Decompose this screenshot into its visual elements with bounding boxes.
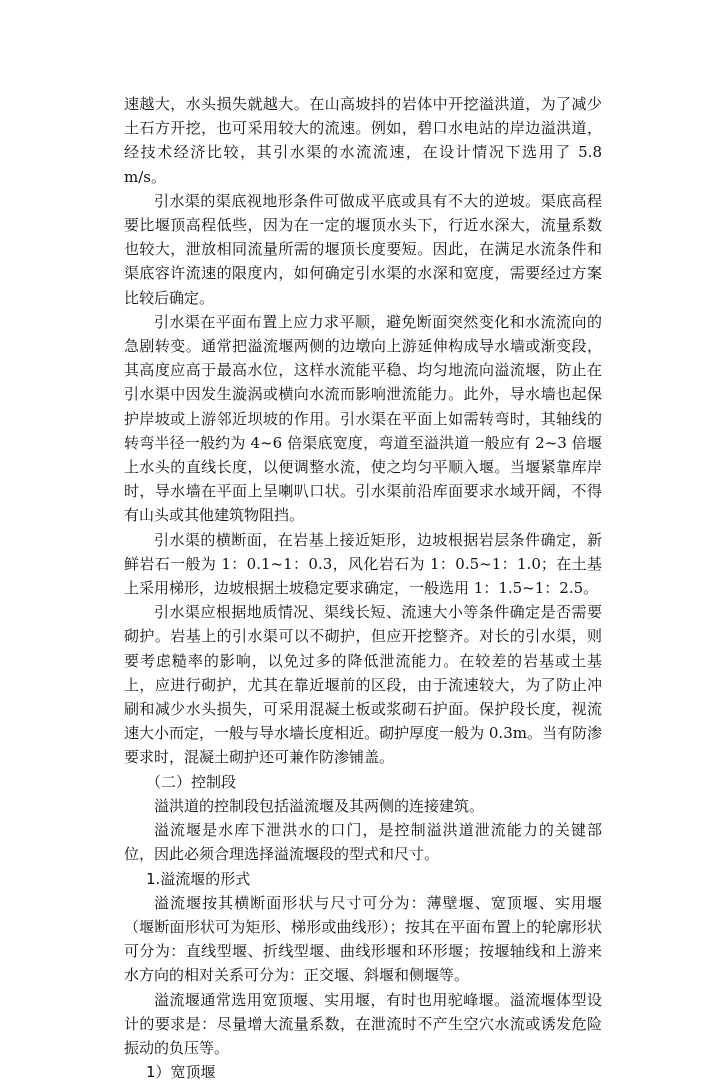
paragraph-control-intro: 溢洪道的控制段包括溢流堰及其两侧的连接建筑。	[154, 796, 485, 815]
paragraph-weir-design: 溢流堰通常选用宽顶堰、实用堰，有时也用驼峰堰。溢流堰体型设计的要求是：尽量增大流量系数，在泄流时不产生空穴水流或诱发危险振动的负压等。	[124, 990, 602, 1057]
item-heading-broad-crested: 1）宽顶堰	[146, 1063, 216, 1082]
document-body	[124, 92, 602, 1084]
paragraph-cross-section: 引水渠的横断面，在岩基上接近矩形，边坡根据岩层条件确定，新鲜岩石一般为 1：0.1~1：0.3，风化岩石为 1：0.5~1：1.0；在土基上采用梯形，边坡根据土坡稳定要求确定，一般选用 1：1.5~1：2.5。	[124, 530, 602, 598]
paragraph-channel-bottom: 引水渠的渠底视地形条件可做成平底或具有不大的逆坡。渠底高程要比堰顶高程低些，因为在一定的堰顶水头下，行近水深大，流量系数也较大，泄放相同流量所需的堰顶长度要短。因此，在满足水流条件和渠底容许流速的限度内，如何确定引水渠的水深和宽度，需要经过方案比较后确定。	[124, 191, 602, 307]
section-heading-control: （二）控制段	[146, 772, 237, 791]
paragraph-plan-layout: 引水渠在平面布置上应力求平顺，避免断面突然变化和水流流向的急剧转变。通常把溢流堰两侧的边墩向上游延伸构成导水墙或渐变段，其高度应高于最高水位，这样水流能平稳、均匀地流向溢流堰，防止在引水渠中因发生漩涡或横向水流而影响泄流能力。此外，导水墙也起保护岸坡或上游邻近坝坡的作用。引水渠在平面上如需转弯时，其轴线的转弯半径一般约为 4~6 倍渠底宽度，弯道至溢洪道一般应有 2~3 倍堰上水头的直线长度，以便调整水流，使之均匀平顺入堰。当堰紧靠库岸时，导水墙在平面上呈喇叭口状。引水渠前沿库面要求水域开阔，不得有山头或其他建筑物阻挡。	[124, 312, 602, 525]
subsection-heading-weir-forms: 1.溢流堰的形式	[146, 869, 251, 888]
paragraph-weir-role: 溢流堰是水库下泄洪水的口门，是控制溢洪道泄流能力的关键部位，因此必须合理选择溢流堰段的型式和尺寸。	[124, 821, 602, 864]
paragraph-flow-velocity: 速越大，水头损失就越大。在山高坡抖的岩体中开挖溢洪道，为了减少土石方开挖，也可采用较大的流速。例如，碧口水电站的岸边溢洪道，经技术经济比较，其引水渠的水流流速，在设计情况下选用了 5.8 m/s。	[124, 95, 602, 186]
paragraph-weir-types: 溢流堰按其横断面形状与尺寸可分为：薄壁堰、宽顶堰、实用堰（堰断面形状可为矩形、梯形或曲线形）；按其在平面布置上的轮廓形状可分为：直线型堰、折线型堰、曲线形堰和环形堰；按堰轴线和上游来水方向的相对关系可分为：正交堰、斜堰和侧堰等。	[124, 893, 602, 985]
paragraph-lining: 引水渠应根据地质情况、渠线长短、流速大小等条件确定是否需要砌护。岩基上的引水渠可以不砌护，但应开挖整齐。对长的引水渠，则要考虑糙率的影响，以免过多的降低泄流能力。在较差的岩基或土基上，应进行砌护，尤其在靠近堰前的区段，由于流速较大，为了防止冲刷和减少水头损失，可采用混凝土板或浆砌石护面。保护段长度，视流速大小而定，一般与导水墙长度相近。砌护厚度一般为 0.3m。当有防渗要求时，混凝土砌护还可兼作防渗铺盖。	[124, 603, 602, 767]
